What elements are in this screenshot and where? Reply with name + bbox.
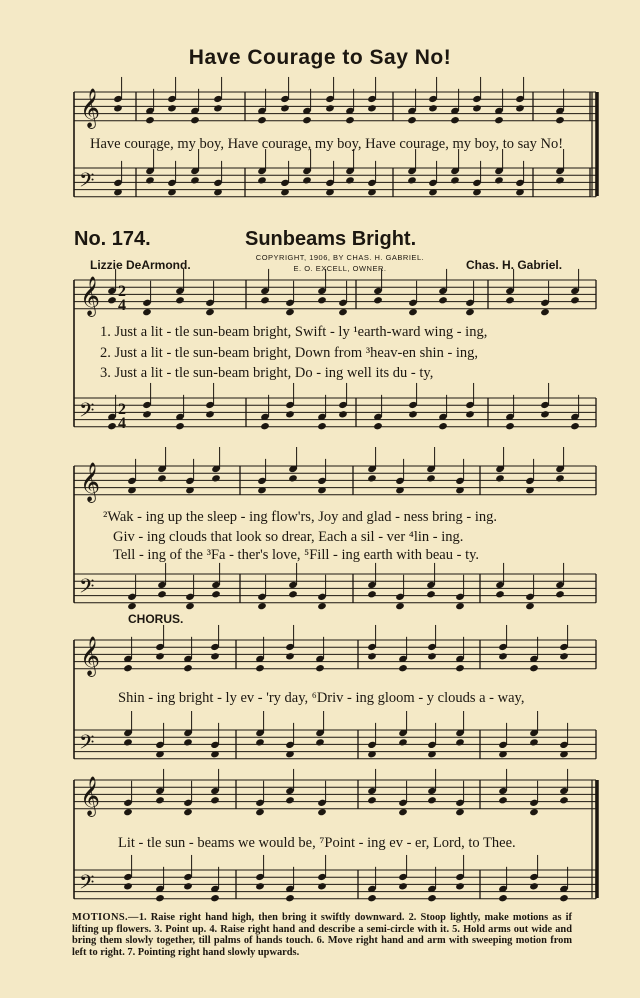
song1-treble-note bbox=[367, 104, 377, 112]
sunbeams-2-bass-note bbox=[495, 590, 505, 598]
sunbeams-2-treble-note bbox=[288, 474, 298, 482]
song1-treble-note bbox=[257, 116, 267, 124]
song1-bass-note bbox=[494, 176, 504, 184]
sunbeams-1-bass-note bbox=[338, 410, 348, 418]
song1-treble-note bbox=[515, 104, 525, 112]
song1-bass-note bbox=[257, 176, 267, 184]
chorus-1-bass-note bbox=[455, 738, 465, 746]
chorus-line-2: Lit - tle sun - beams we would be, ⁷Point - ing ev - er, Lord, to Thee. bbox=[118, 835, 516, 851]
chorus-2-bass-note bbox=[559, 894, 569, 902]
sunbeams-1-bass-note bbox=[142, 410, 152, 418]
chorus-2-bass-note bbox=[367, 894, 377, 902]
motions-label: MOTIONS.— bbox=[72, 912, 139, 923]
sunbeams-2-bass-note bbox=[555, 590, 565, 598]
chorus-2-bass-note bbox=[210, 894, 220, 902]
motions-instructions bbox=[72, 912, 572, 958]
chorus-line-1: Shin - ing bright - ly ev - 'ry day, ⁶Driv - ing gloom - y clouds a - way, bbox=[118, 690, 525, 706]
copyright-line-1: COPYRIGHT, 1906, BY CHAS. H. GABRIEL. bbox=[255, 253, 425, 262]
sunbeams-1-treble-note bbox=[260, 296, 270, 304]
chorus-2-treble-note bbox=[367, 796, 377, 804]
sunbeams-1-bass-note bbox=[317, 422, 327, 430]
chorus-1-treble-note bbox=[285, 652, 295, 660]
song1-treble-note bbox=[302, 116, 312, 124]
sunbeams-2-treble-note bbox=[157, 474, 167, 482]
sunbeams-1-treble-clef: 𝄞 bbox=[80, 275, 101, 316]
composer: Chas. H. Gabriel. bbox=[466, 258, 563, 272]
chorus-1-treble-note bbox=[498, 652, 508, 660]
chorus-2-treble-clef: 𝄞 bbox=[80, 775, 101, 816]
sunbeams-2-bass-note bbox=[211, 590, 221, 598]
sunbeams-1-treble-note bbox=[505, 296, 515, 304]
chorus-1-bass-note bbox=[123, 738, 133, 746]
song-number: No. 174. bbox=[74, 228, 151, 250]
chorus-2-treble-note bbox=[210, 796, 220, 804]
chorus-1-treble-note bbox=[210, 652, 220, 660]
chorus-1-treble-note bbox=[123, 664, 133, 672]
sunbeams-2-treble-note bbox=[367, 474, 377, 482]
song1-treble-note bbox=[428, 104, 438, 112]
sunbeams-1-treble-note bbox=[175, 296, 185, 304]
chorus-2-bass-note bbox=[155, 894, 165, 902]
verse3-line-b: Tell - ing of the ³Fa - ther's love, ⁵Fill - ing earth with beau - ty. bbox=[113, 547, 480, 563]
song1-treble-note bbox=[450, 116, 460, 124]
chorus-2-bass-note bbox=[398, 882, 408, 890]
song1-treble-note bbox=[494, 116, 504, 124]
chorus-2-treble-note bbox=[427, 796, 437, 804]
lyricist: Lizzie DeArmond. bbox=[90, 258, 191, 272]
sunbeams-1-bass-note bbox=[408, 410, 418, 418]
chorus-1-bass-note bbox=[255, 738, 265, 746]
sunbeams-1-bass-note bbox=[285, 410, 295, 418]
verse2-line-a: 2. Just a lit - tle sun-beam bright, Down from ³heav-en shin - ing, bbox=[100, 345, 479, 361]
chorus-2-treble-note bbox=[559, 796, 569, 804]
verse1-line-b: ²Wak - ing up the sleep - ing flow'rs, Joy and glad - ness bring - ing. bbox=[103, 509, 497, 525]
motions-text: 1. Raise right hand high, then bring it swiftly downward. 2. Stoop lightly, make motions as if lifting up flowers. 3. Point up. 4. Raise right hand and describe a semi-circle with it. 5. Hold arms out wide and bring them slowly together, till palms of hands touch. 6. Move right hand and arm with sweeping motion from left to right. 7. Pointing right hand slowly upwards. bbox=[72, 912, 572, 958]
song1-treble-note bbox=[145, 116, 155, 124]
sunbeams-2-treble-note bbox=[426, 474, 436, 482]
chorus-label: CHORUS. bbox=[128, 612, 184, 626]
sunbeams-1-bass-note bbox=[540, 410, 550, 418]
chorus-1-treble-note bbox=[155, 652, 165, 660]
sunbeams-2-treble-note bbox=[495, 474, 505, 482]
song1-bass-note bbox=[555, 176, 565, 184]
song1-treble-note bbox=[280, 104, 290, 112]
song1-bass-note bbox=[302, 176, 312, 184]
chorus-2-treble-note bbox=[155, 796, 165, 804]
sunbeams-1-bass-note bbox=[260, 422, 270, 430]
song1-bass-note bbox=[145, 176, 155, 184]
song1-treble-note bbox=[472, 104, 482, 112]
song1-treble-note bbox=[555, 116, 565, 124]
chorus-1-treble-note bbox=[559, 652, 569, 660]
verse1-line-a: 1. Just a lit - tle sun-beam bright, Swift - ly ¹earth-ward wing - ing, bbox=[100, 324, 488, 340]
sunbeams-1-treble-note bbox=[107, 296, 117, 304]
time-signature-bottom: 4 bbox=[118, 415, 126, 432]
chorus-1-treble-note bbox=[398, 664, 408, 672]
sunbeams-1-treble-note bbox=[317, 296, 327, 304]
song1-title: Have Courage to Say No! bbox=[188, 46, 452, 69]
chorus-1-bass-note bbox=[529, 738, 539, 746]
chorus-1-treble-note bbox=[367, 652, 377, 660]
chorus-2-treble-note bbox=[498, 796, 508, 804]
sunbeams-2-bass-note bbox=[426, 590, 436, 598]
chorus-2-bass-clef: 𝄢 bbox=[79, 870, 95, 899]
chorus-2-bass-note bbox=[317, 882, 327, 890]
song2-title: Sunbeams Bright. bbox=[245, 228, 417, 250]
song1-treble-note bbox=[325, 104, 335, 112]
chorus-1-treble-note bbox=[183, 664, 193, 672]
verse3-line-a: 3. Just a lit - tle sun-beam bright, Do - ing well its du - ty, bbox=[100, 365, 434, 381]
chorus-1-bass-note bbox=[183, 738, 193, 746]
song1-treble-note bbox=[167, 104, 177, 112]
song1-bass-note bbox=[407, 176, 417, 184]
chorus-2-bass-note bbox=[455, 882, 465, 890]
sunbeams-1-treble-note bbox=[373, 296, 383, 304]
sunbeams-1-bass-note bbox=[465, 410, 475, 418]
chorus-2-bass-note bbox=[498, 894, 508, 902]
sunbeams-1-bass-note bbox=[570, 422, 580, 430]
verse2-line-b: Giv - ing clouds that look so drear, Each a sil - ver ⁴lin - ing. bbox=[113, 529, 464, 545]
chorus-2-bass-note bbox=[255, 882, 265, 890]
chorus-1-bass-clef: 𝄢 bbox=[79, 730, 95, 759]
sunbeams-2-bass-clef: 𝄢 bbox=[79, 574, 95, 603]
sunbeams-2-treble-note bbox=[211, 474, 221, 482]
chorus-2-bass-note bbox=[123, 882, 133, 890]
sunbeams-1-bass-note bbox=[438, 422, 448, 430]
song1-bass-note bbox=[345, 176, 355, 184]
song1-treble-note bbox=[190, 116, 200, 124]
copyright-line-2: E. O. EXCELL, OWNER. bbox=[293, 264, 387, 273]
chorus-1-bass-note bbox=[315, 738, 325, 746]
chorus-1-treble-clef: 𝄞 bbox=[80, 635, 101, 676]
chorus-2-bass-note bbox=[285, 894, 295, 902]
time-signature-top: 2 bbox=[118, 283, 126, 300]
time-signature-bottom: 4 bbox=[118, 297, 126, 314]
sunbeams-2-treble-note bbox=[555, 474, 565, 482]
chorus-2-treble-note bbox=[285, 796, 295, 804]
sunbeams-1-bass-note bbox=[373, 422, 383, 430]
sunbeams-1-treble-note bbox=[438, 296, 448, 304]
sunbeams-1-bass-note bbox=[107, 422, 117, 430]
song1-lyric: Have courage, my boy, Have courage, my boy, Have courage, my boy, to say No! bbox=[90, 136, 564, 152]
song1-bass-note bbox=[450, 176, 460, 184]
sunbeams-1-bass-note bbox=[205, 410, 215, 418]
song1-treble-clef: 𝄞 bbox=[80, 87, 101, 128]
chorus-1-treble-note bbox=[529, 664, 539, 672]
chorus-2-bass-note bbox=[529, 882, 539, 890]
song1-treble-note bbox=[407, 116, 417, 124]
chorus-1-treble-note bbox=[455, 664, 465, 672]
sunbeams-1-treble-note bbox=[570, 296, 580, 304]
time-signature-top: 2 bbox=[118, 401, 126, 418]
sunbeams-2-bass-note bbox=[157, 590, 167, 598]
sunbeams-2-treble-clef: 𝄞 bbox=[80, 461, 101, 502]
song1-treble-note bbox=[345, 116, 355, 124]
song1-treble-note bbox=[113, 104, 123, 112]
chorus-1-treble-note bbox=[315, 664, 325, 672]
sunbeams-2-bass-note bbox=[288, 590, 298, 598]
chorus-2-bass-note bbox=[427, 894, 437, 902]
chorus-1-treble-note bbox=[255, 664, 265, 672]
sunbeams-1-bass-note bbox=[175, 422, 185, 430]
sunbeams-1-bass-clef: 𝄢 bbox=[79, 398, 95, 427]
sunbeams-1-bass-note bbox=[505, 422, 515, 430]
chorus-1-bass-note bbox=[398, 738, 408, 746]
sunbeams-2-bass-note bbox=[367, 590, 377, 598]
song1-bass-clef: 𝄢 bbox=[79, 168, 95, 197]
song1-bass-note bbox=[190, 176, 200, 184]
chorus-1-treble-note bbox=[427, 652, 437, 660]
song1-treble-note bbox=[213, 104, 223, 112]
chorus-2-bass-note bbox=[183, 882, 193, 890]
